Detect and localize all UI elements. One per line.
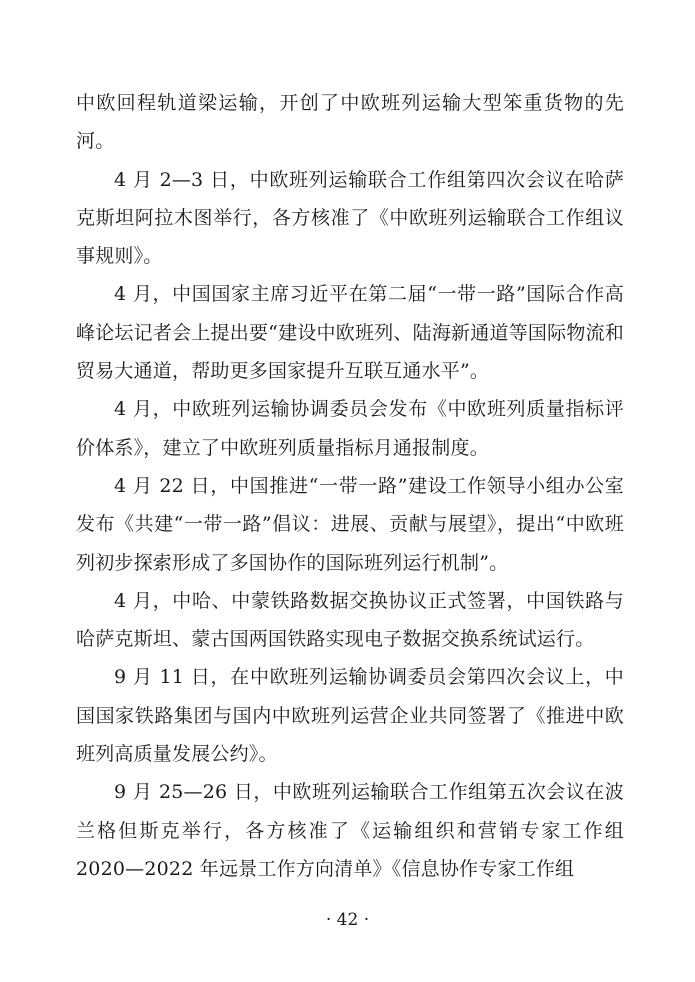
paragraph: 4 月 2—3 日，中欧班列运输联合工作组第四次会议在哈萨克斯坦阿拉木图举行，各方核准了《中欧班列运输联合工作组议事规则》。 (76, 168, 624, 268)
paragraph: 4 月，中欧班列运输协调委员会发布《中欧班列质量指标评价体系》，建立了中欧班列质量指标月通报制度。 (76, 398, 624, 459)
paragraph: 9 月 25—26 日，中欧班列运输联合工作组第五次会议在波兰格但斯克举行，各方核准了《运输组织和营销专家工作组 2020—2022 年远景工作方向清单》《信息协作专家工作组 (76, 781, 624, 880)
paragraph: 4 月，中国国家主席习近平在第二届“一带一路”国际合作高峰论坛记者会上提出要“建设中欧班列、陆海新通道等国际物流和贸易大通道，帮助更多国家提升互联互通水平”。 (76, 283, 624, 383)
body-text (76, 84, 624, 888)
page-number: · 42 · (325, 910, 370, 930)
paragraph-continued: 中欧回程轨道梁运输，开创了中欧班列运输大型笨重货物的先河。 (76, 92, 624, 153)
paragraph: 4 月，中哈、中蒙铁路数据交换协议正式签署，中国铁路与哈萨克斯坦、蒙古国两国铁路实现电子数据交换系统试运行。 (76, 589, 624, 651)
paragraph: 9 月 11 日，在中欧班列运输协调委员会第四次会议上，中国国家铁路集团与国内中欧班列运营企业共同签署了《推进中欧班列高质量发展公约》。 (76, 666, 624, 766)
paragraph: 4 月 22 日，中国推进“一带一路”建设工作领导小组办公室发布《共建“一带一路”倡议：进展、贡献与展望》，提出“中欧班列初步探索形成了多国协作的国际班列运行机制”。 (76, 474, 624, 574)
